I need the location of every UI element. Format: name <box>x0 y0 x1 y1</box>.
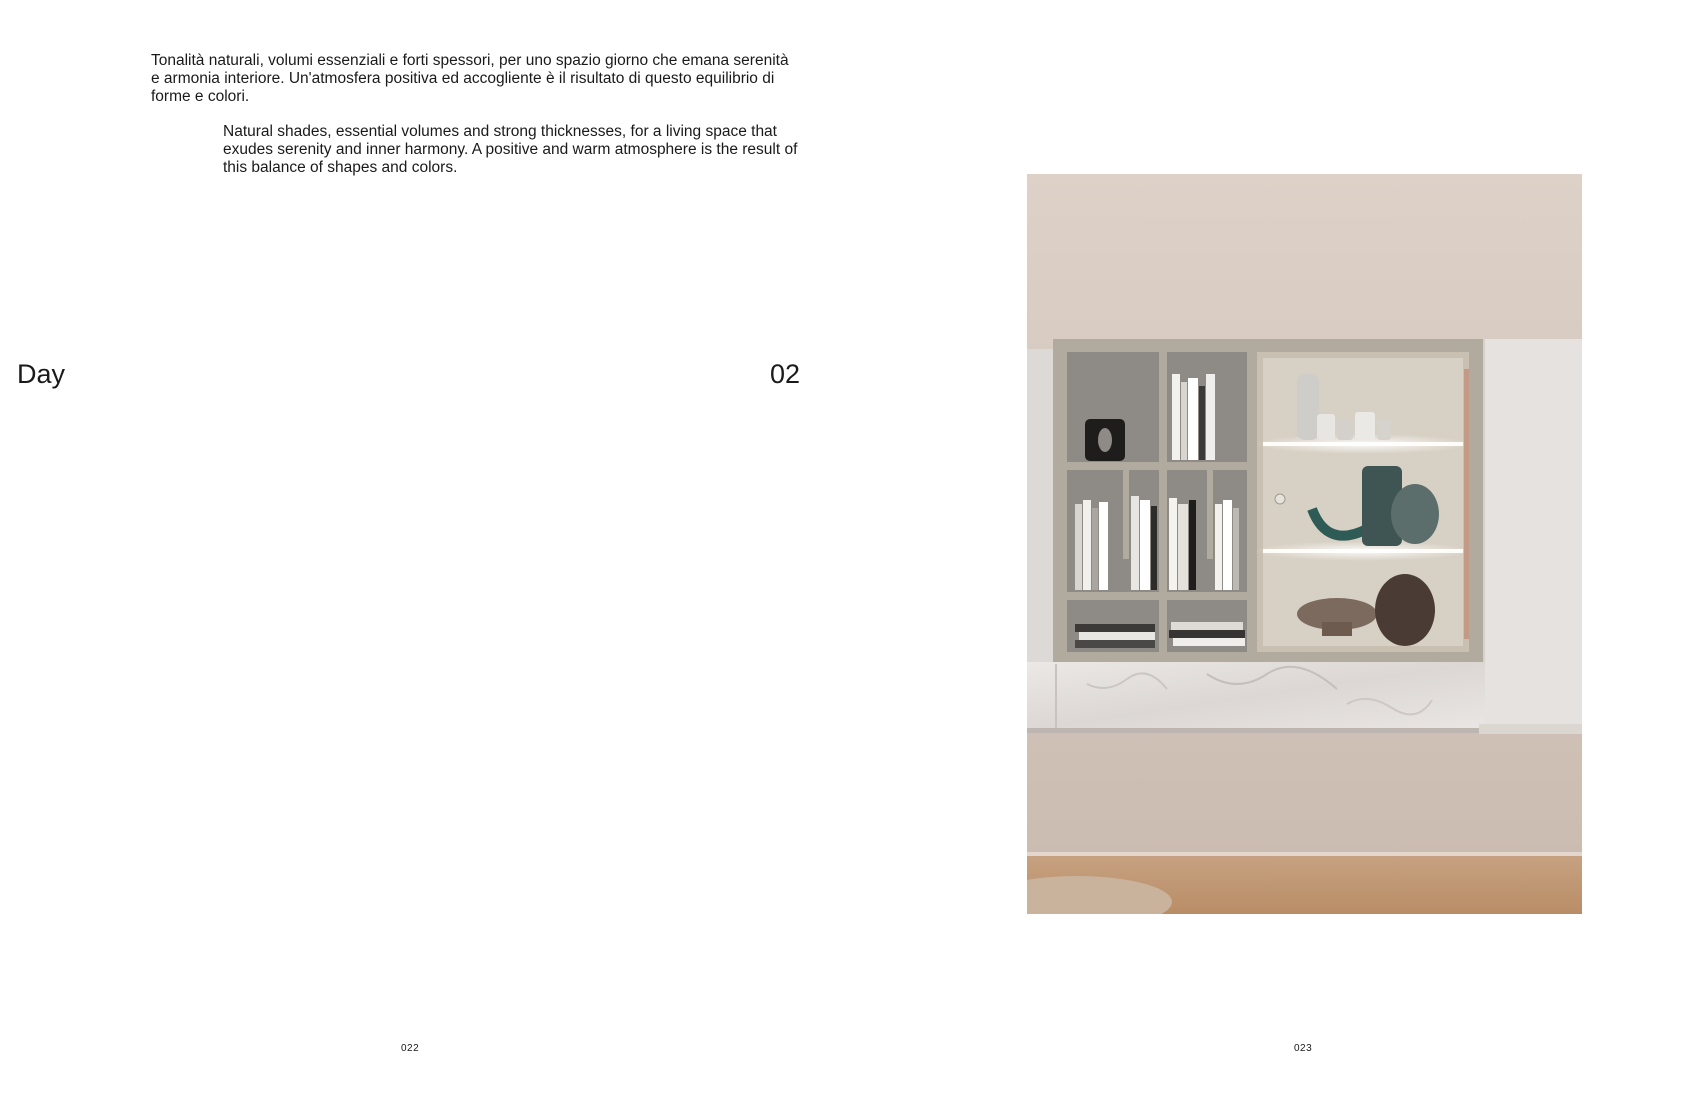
section-number: 02 <box>770 359 801 389</box>
page-number-right: 023 <box>1294 1043 1313 1054</box>
intro-english: Natural shades, essential volumes and strong thicknesses, for a living space that exudes serenity and inner harmony. A positive and warm atmosphere is the result of this balance of shapes and colors. <box>223 123 798 176</box>
living-unit-photo <box>1027 174 1582 914</box>
section-title: Day <box>17 359 66 389</box>
page-number-left: 022 <box>401 1043 420 1054</box>
intro-italian: Tonalità naturali, volumi essenziali e forti spessori, per uno spazio giorno che emana serenità e armonia interiore. Un'atmosfera positiva ed accogliente è il risultato di questo equilibrio di forme e colori. <box>151 52 789 105</box>
